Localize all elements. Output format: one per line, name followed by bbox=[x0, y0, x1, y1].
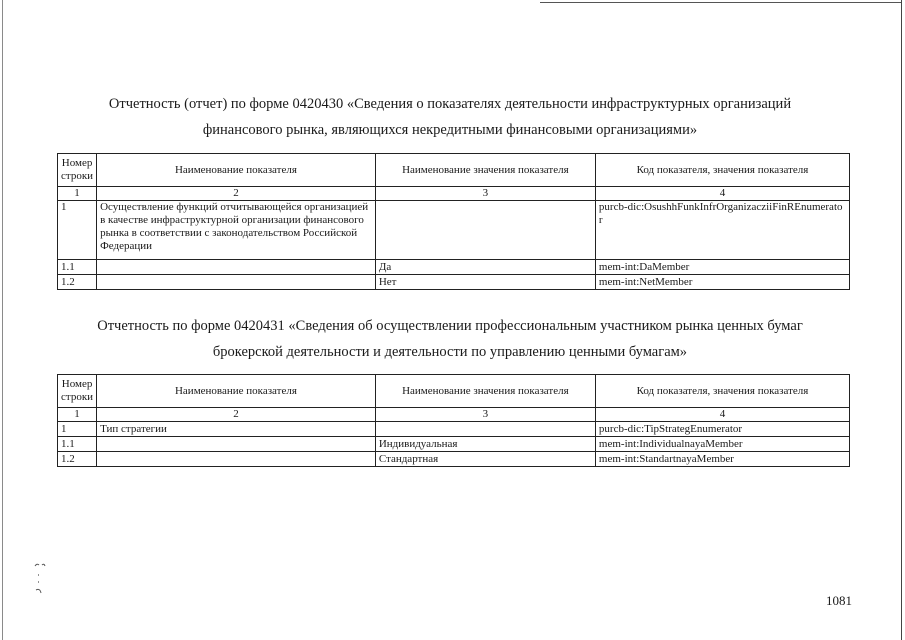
page-number: 1081 bbox=[826, 593, 852, 608]
indicator-name bbox=[97, 437, 376, 452]
section2-title-line1: Отчетность по форме 0420431 «Сведения об осуществлении профессиональным участником рынка ценных бумаг bbox=[97, 318, 803, 334]
table-index-row bbox=[58, 187, 850, 201]
value-name: Индивидуальная bbox=[375, 437, 595, 452]
header-value-name: Наименование значения показателя bbox=[375, 154, 595, 187]
header-indicator-name: Наименование показателя bbox=[97, 375, 376, 408]
row-number: 1 bbox=[58, 201, 97, 260]
index-cell: 4 bbox=[595, 408, 849, 422]
page-left-edge bbox=[2, 0, 3, 640]
indicator-code: mem-int:NetMember bbox=[595, 275, 849, 290]
table-header-row bbox=[58, 154, 850, 187]
indicator-code: purcb-dic:TipStrategEnumerator bbox=[595, 422, 849, 437]
index-cell: 2 bbox=[97, 187, 376, 201]
indicator-code: mem-int:StandartnayaMember bbox=[595, 452, 849, 467]
table-row bbox=[58, 201, 850, 260]
indicator-name bbox=[97, 275, 376, 290]
index-cell: 2 bbox=[97, 408, 376, 422]
section2-title bbox=[40, 313, 860, 365]
scan-margin-mark bbox=[32, 560, 48, 599]
indicator-name bbox=[97, 260, 376, 275]
page-top-edge bbox=[540, 2, 902, 3]
row-number: 1.2 bbox=[58, 452, 97, 467]
value-name bbox=[375, 422, 595, 437]
indicator-name: Осуществление функций отчитывающейся организацией в качестве инфраструктурной организации финансового рынка в соответствии с законодательством Российской Федерации bbox=[97, 201, 376, 260]
header-value-name: Наименование значения показателя bbox=[375, 375, 595, 408]
index-cell: 3 bbox=[375, 187, 595, 201]
index-cell: 1 bbox=[58, 187, 97, 201]
indicator-code: purcb-dic:OsushhFunkInfrOrganizacziiFinREnumerator bbox=[595, 201, 849, 260]
index-cell: 3 bbox=[375, 408, 595, 422]
table-header-row bbox=[58, 375, 850, 408]
indicator-code: mem-int:DaMember bbox=[595, 260, 849, 275]
table-row bbox=[58, 422, 850, 437]
section1-table bbox=[57, 153, 850, 290]
section1-title-line1: Отчетность (отчет) по форме 0420430 «Сведения о показателях деятельности инфраструктурных организаций bbox=[108, 96, 792, 112]
value-name: Да bbox=[375, 260, 595, 275]
row-number: 1.1 bbox=[58, 260, 97, 275]
index-cell: 1 bbox=[58, 408, 97, 422]
row-number: 1.2 bbox=[58, 275, 97, 290]
header-code: Код показателя, значения показателя bbox=[595, 154, 849, 187]
row-number: 1 bbox=[58, 422, 97, 437]
index-cell: 4 bbox=[595, 187, 849, 201]
table-row bbox=[58, 452, 850, 467]
indicator-code: mem-int:IndividualnayaMember bbox=[595, 437, 849, 452]
section2-table bbox=[57, 374, 850, 467]
value-name: Нет bbox=[375, 275, 595, 290]
section1-title-line2: финансового рынка, являющихся некредитными финансовыми организациями» bbox=[202, 122, 698, 138]
value-name: Стандартная bbox=[375, 452, 595, 467]
header-row-number: Номер строки bbox=[58, 375, 97, 408]
table-index-row bbox=[58, 408, 850, 422]
header-indicator-name: Наименование показателя bbox=[97, 154, 376, 187]
indicator-name: Тип стратегии bbox=[97, 422, 376, 437]
scan-artifact-icon bbox=[32, 560, 48, 596]
indicator-name bbox=[97, 452, 376, 467]
table-row bbox=[58, 260, 850, 275]
table-row bbox=[58, 437, 850, 452]
header-code: Код показателя, значения показателя bbox=[595, 375, 849, 408]
row-number: 1.1 bbox=[58, 437, 97, 452]
table-row bbox=[58, 275, 850, 290]
page-right-edge bbox=[901, 0, 902, 640]
header-row-number: Номер строки bbox=[58, 154, 97, 187]
section2-title-line2: брокерской деятельности и деятельности по управлению ценными бумагам» bbox=[212, 344, 688, 360]
section1-title bbox=[40, 91, 860, 143]
value-name bbox=[375, 201, 595, 260]
